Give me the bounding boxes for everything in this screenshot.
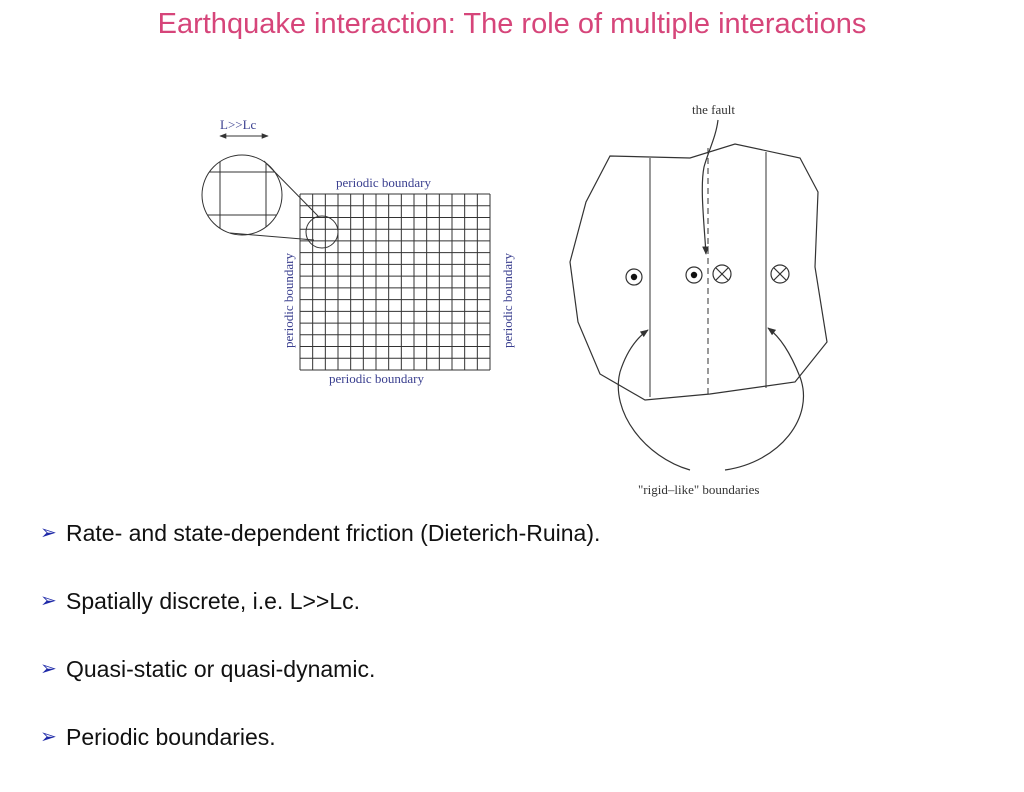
boundary-pointer-arrow [618, 330, 690, 470]
slide-title: Earthquake interaction: The role of multiple interactions [157, 8, 867, 40]
arrow-bullet-icon: ➢ [40, 522, 57, 544]
bottom-boundary-label: periodic boundary [329, 371, 424, 386]
left-boundary-label: periodic boundary [281, 253, 296, 348]
bullet-item: ➢ Quasi-static or quasi-dynamic. [40, 656, 376, 682]
bullet-item: ➢ Spatially discrete, i.e. L>>Lc. [40, 588, 361, 614]
boundary-pointer-arrow [725, 328, 803, 470]
slip-out-of-page-icon [626, 269, 642, 285]
rigid-boundaries-label: "rigid–like" boundaries [638, 482, 760, 497]
right-boundary-label: periodic boundary [500, 253, 515, 348]
zoom-label: L>>Lc [220, 117, 257, 132]
arrow-bullet-icon: ➢ [40, 590, 57, 612]
zoom-connector-line [230, 233, 314, 240]
zoom-connector-line [264, 161, 318, 216]
arrow-bullet-icon: ➢ [40, 726, 57, 748]
bullet-item: ➢ Rate- and state-dependent friction (Dieterich-Ruina). [40, 520, 601, 546]
bullet-item: ➢ Periodic boundaries. [40, 724, 276, 750]
fault-label: the fault [692, 102, 735, 117]
arrow-bullet-icon: ➢ [40, 658, 57, 680]
bullet-list [40, 520, 1000, 792]
top-boundary-label: periodic boundary [336, 175, 431, 190]
slip-into-page-icon [771, 265, 789, 283]
grid-cell-highlight [306, 216, 338, 248]
fault-pointer-arrow [702, 120, 718, 254]
fault-panel [570, 102, 827, 497]
slip-out-of-page-icon [686, 267, 702, 283]
slip-into-page-icon [713, 265, 731, 283]
discrete-grid [300, 194, 490, 370]
fault-model-figure [190, 92, 850, 504]
zoom-circle [195, 147, 290, 242]
grid-panel [195, 117, 515, 386]
